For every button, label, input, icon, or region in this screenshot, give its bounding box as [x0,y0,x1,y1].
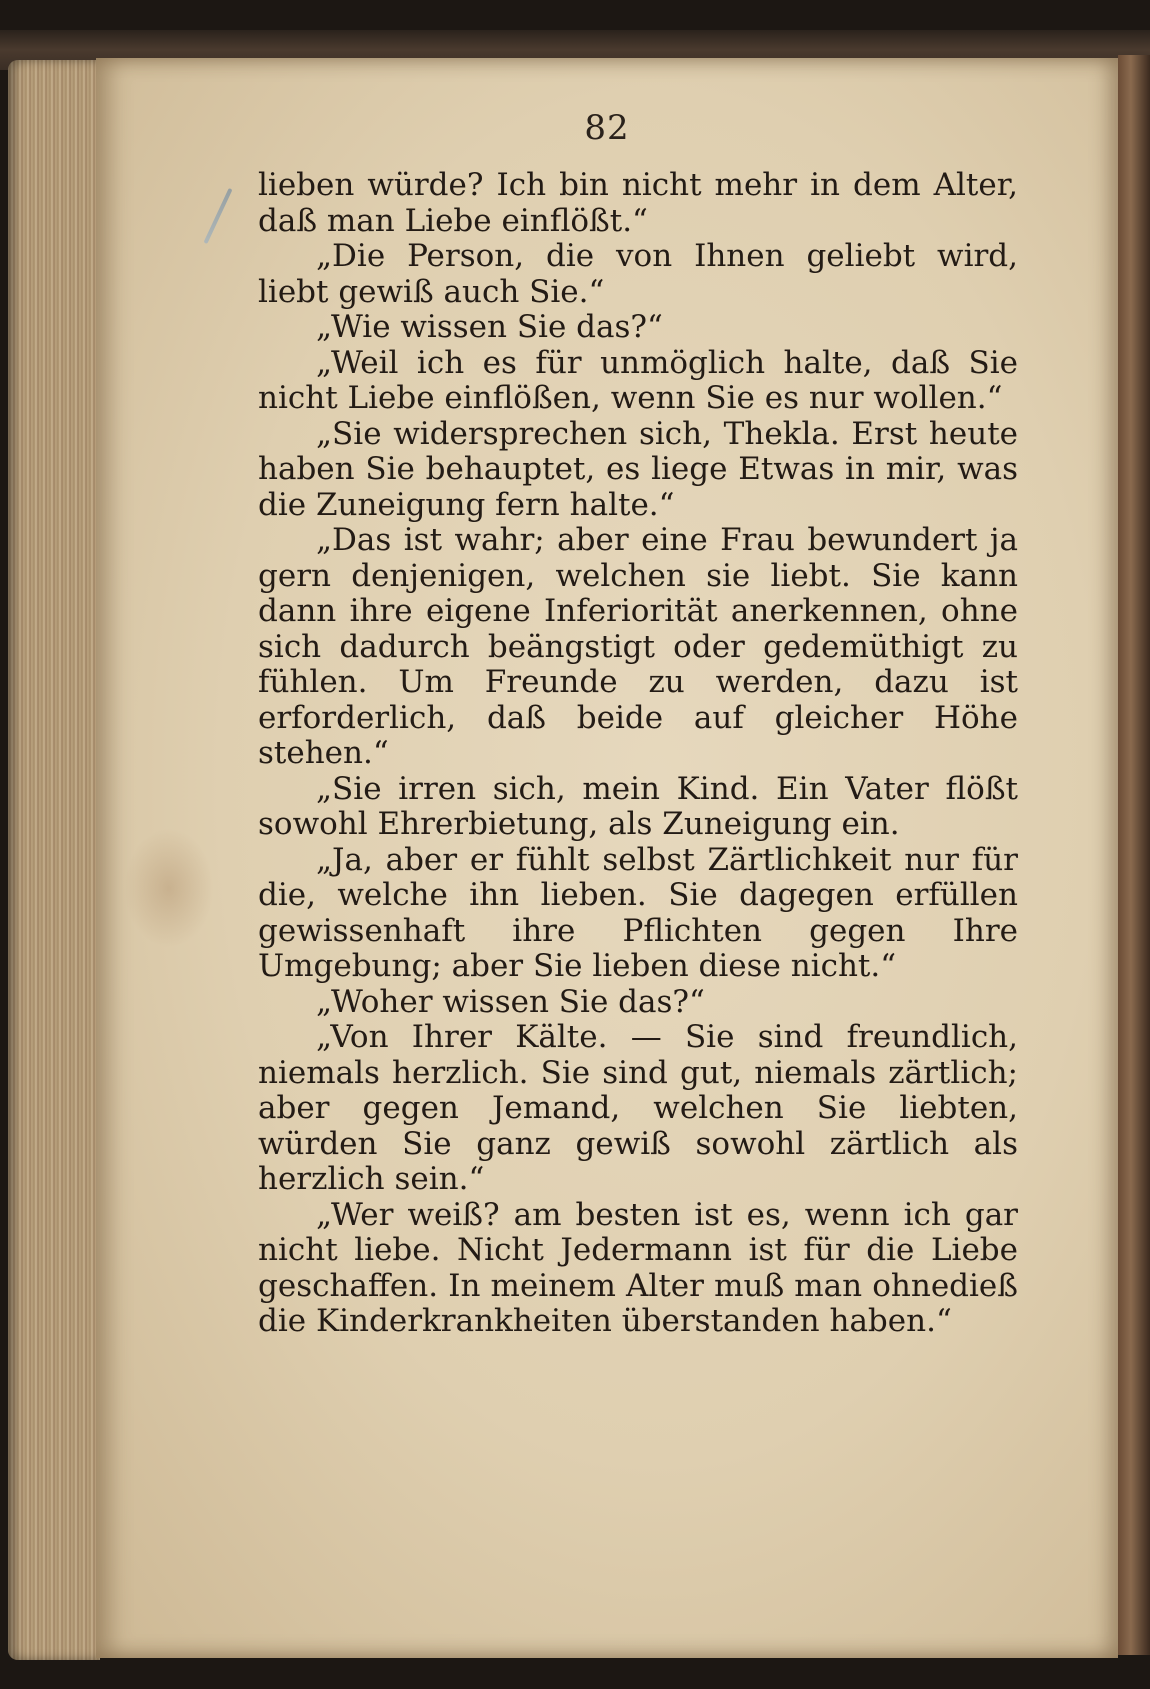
paper-stain [124,828,214,948]
paragraph: „Das ist wahr; aber eine Frau bewundert ja gern denjenigen, welchen sie liebt. Sie kann dann ihre eigene Inferiorität anerkennen, ohne sich dadurch beängstigt oder gedemüthigt zu fühlen. Um Freunde zu werden, dazu ist erforderlich, daß beide auf gleicher Höhe stehen.“ [258,522,1018,771]
paragraph: „Wer weiß? am besten ist es, wenn ich gar nicht liebe. Nicht Jedermann ist für die Liebe geschaffen. In meinem Alter muß man ohnedieß die Kinderkrankheiten überstanden haben.“ [258,1196,1018,1339]
book-cover-right [1118,55,1150,1655]
paragraph: „Von Ihrer Kälte. — Sie sind freundlich, niemals herzlich. Sie sind gut, niemals zärtlich; aber gegen Jemand, welchen Sie liebten, würden Sie ganz gewiß sowohl zärtlich als herzlich sein.“ [258,1019,1018,1197]
paragraph: „Sie irren sich, mein Kind. Ein Vater flößt sowohl Ehrerbietung, als Zuneigung ein. [258,770,1018,842]
book-page [96,58,1118,1658]
paragraph: „Wie wissen Sie das?“ [316,309,663,345]
page-number: 82 [584,108,630,148]
paragraph: „Die Person, die von Ihnen geliebt wird, liebt gewiß auch Sie.“ [258,238,1018,310]
body-text [258,168,1018,1340]
paragraph: „Woher wissen Sie das?“ [316,983,705,1020]
pencil-mark [204,188,233,244]
paragraph: „Sie widersprechen sich, Thekla. Erst heute haben Sie behauptet, es liege Etwas in mir, was die Zuneigung fern halte.“ [258,415,1018,523]
paragraph: lieben würde? Ich bin nicht mehr in dem Alter, daß man Liebe einflößt.“ [258,167,1018,239]
paragraph: „Ja, aber er fühlt selbst Zärtlichkeit nur für die, welche ihn lieben. Sie dagegen erfüllen gewissenhaft ihre Pflichten gegen Ihre Umgebung; aber Sie lieben diese nicht.“ [258,841,1018,984]
page-edges [8,60,100,1660]
paragraph: „Weil ich es für unmöglich halte, daß Sie nicht Liebe einflößen, wenn Sie es nur wollen.“ [258,344,1018,416]
